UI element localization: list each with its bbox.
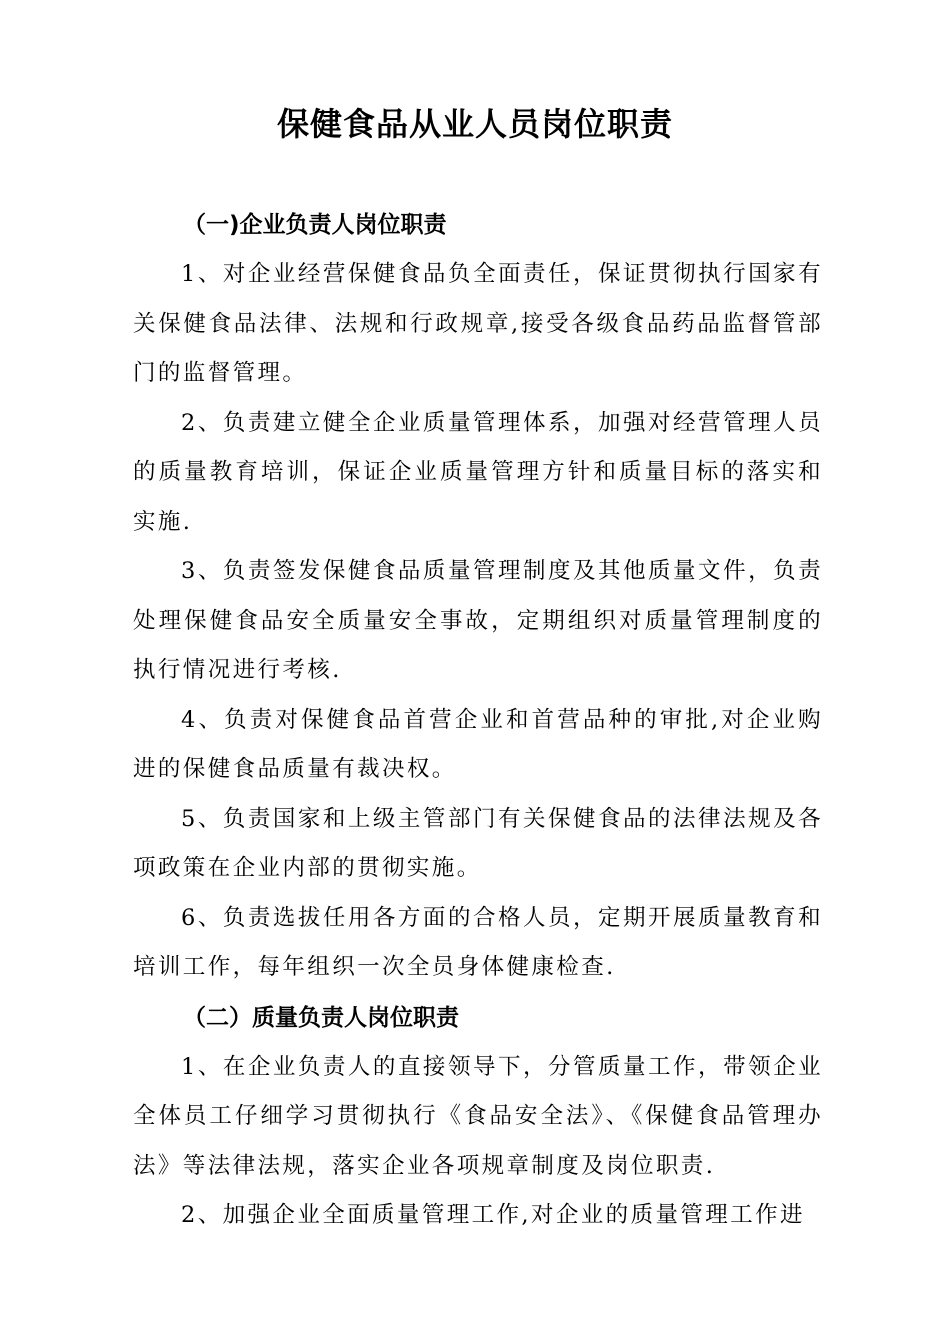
page-title: 保健食品从业人员岗位职责 bbox=[276, 105, 673, 143]
paragraph: 3、负责签发保健食品质量管理制度及其他质量文件，负责处理保健食品安全质量安全事故，定期组织对质量管理制度的执行情况进行考核. bbox=[133, 558, 823, 683]
paragraph: 1、在企业负责人的直接领导下，分管质量工作，带领企业全体员工仔细学习贯彻执行《食品安全法》、《保健食品管理办法》等法律法规，落实企业各项规章制度及岗位职责. bbox=[133, 1053, 823, 1179]
paragraph: 1、对企业经营保健食品负全面责任，保证贯彻执行国家有关保健食品法律、法规和行政规章,接受各级食品药品监督管部门的监督管理。 bbox=[133, 261, 823, 386]
paragraph: 2、负责建立健全企业质量管理体系，加强对经营管理人员的质量教育培训，保证企业质量管理方针和质量目标的落实和实施. bbox=[133, 409, 823, 535]
paragraph: 5、负责国家和上级主管部门有关保健食品的法律法规及各项政策在企业内部的贯彻实施。 bbox=[133, 805, 823, 881]
section-heading: （二）质量负责人岗位职责 bbox=[183, 1004, 459, 1031]
paragraph: 6、负责选拔任用各方面的合格人员，定期开展质量教育和培训工作，每年组织一次全员身体健康检查. bbox=[133, 904, 823, 980]
paragraph: 4、负责对保健食品首营企业和首营品种的审批,对企业购进的保健食品质量有裁决权。 bbox=[133, 706, 823, 782]
section-heading: （一)企业负责人岗位职责 bbox=[183, 212, 447, 238]
paragraph: 2、加强企业全面质量管理工作,对企业的质量管理工作进 bbox=[181, 1202, 805, 1228]
document-body bbox=[133, 200, 823, 1241]
section-1 bbox=[133, 200, 823, 993]
section-2 bbox=[133, 993, 823, 1241]
